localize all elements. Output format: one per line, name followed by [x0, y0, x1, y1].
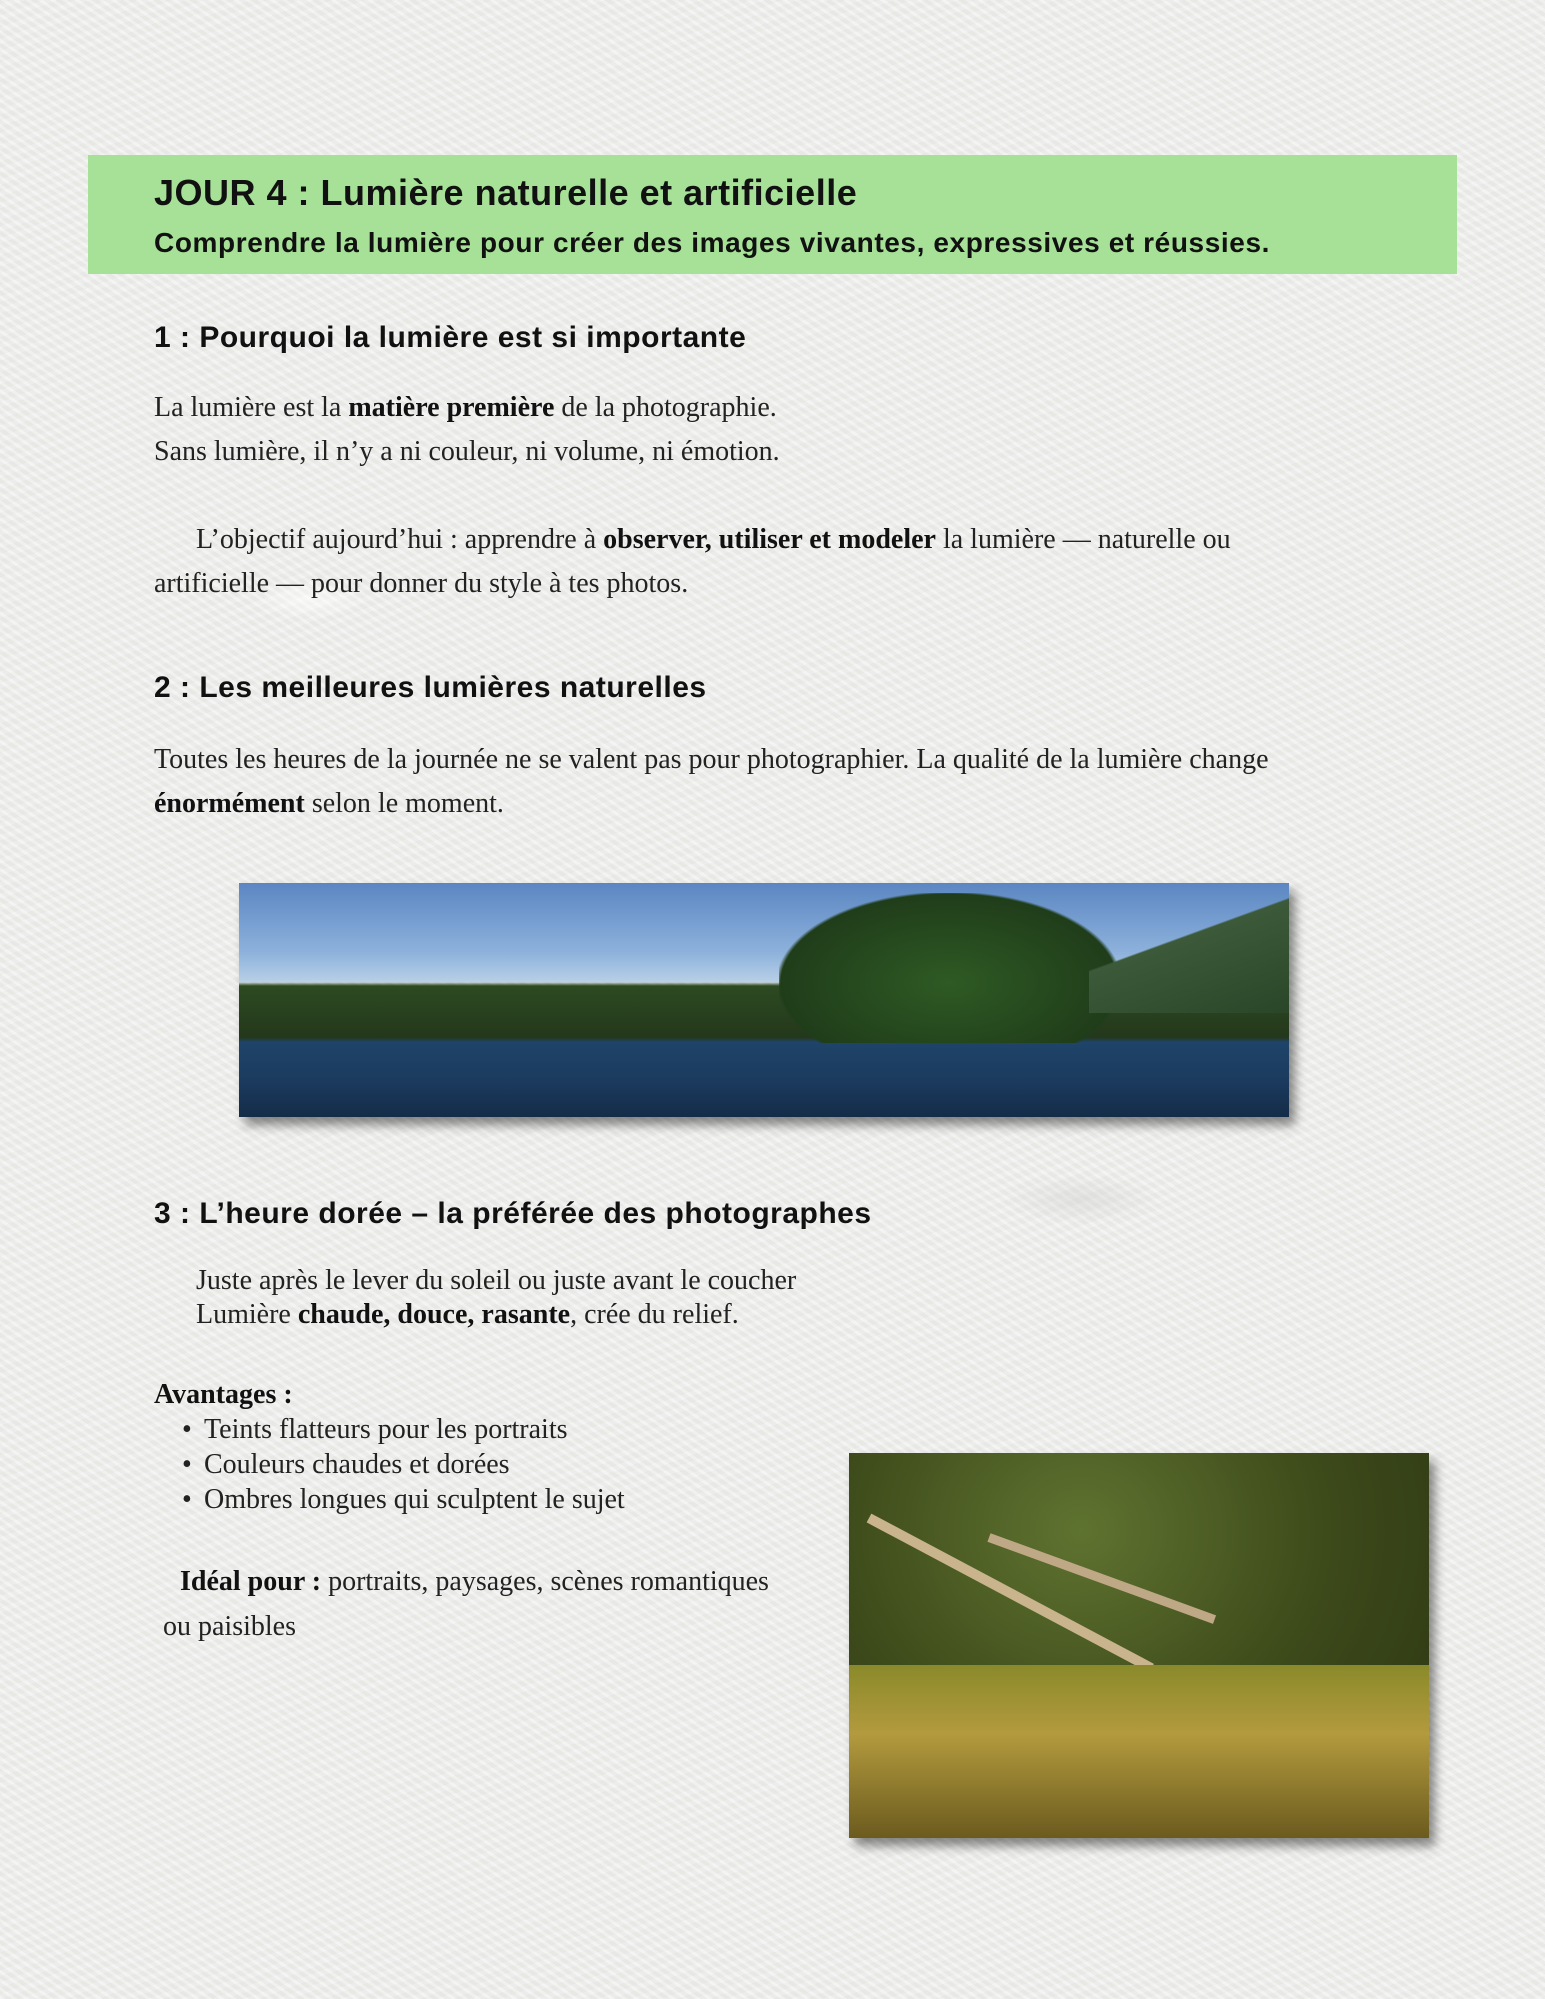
text: L’objectif aujourd’hui : apprendre à	[196, 524, 604, 555]
bold-text: matière première	[348, 392, 555, 423]
section-1-paragraph-1	[154, 392, 777, 424]
mountain	[1089, 893, 1289, 1013]
grass	[849, 1665, 1429, 1838]
advantages-list	[154, 1414, 625, 1519]
golden-hour-line-2	[196, 1299, 739, 1331]
text: de la photographie.	[554, 392, 777, 423]
section-3-heading: 3 : L’heure dorée – la préférée des photographes	[154, 1197, 872, 1230]
island	[779, 893, 1119, 1043]
list-item: • Couleurs chaudes et dorées	[154, 1449, 625, 1484]
advantages-label	[154, 1379, 293, 1411]
text: Lumière	[196, 1299, 298, 1330]
text: selon le moment.	[304, 788, 504, 819]
bold-text: Idéal pour :	[180, 1566, 322, 1597]
bold-text: chaude, douce, rasante	[297, 1299, 571, 1330]
section-2-paragraph-line-1: Toutes les heures de la journée ne se valent pas pour photographier. La qualité de la lumière change	[154, 744, 1269, 775]
text: , crée du relief.	[570, 1299, 739, 1330]
section-2-paragraph-line-2	[154, 788, 504, 820]
ducks-golden-hour-photo	[849, 1453, 1429, 1838]
objective-line-2: artificielle — pour donner du style à tes photos.	[154, 568, 689, 599]
ideal-line-1	[180, 1566, 769, 1598]
driftwood	[987, 1533, 1216, 1624]
text: La lumière est la	[154, 392, 349, 423]
page-subtitle: Comprendre la lumière pour créer des images vivantes, expressives et réussies.	[154, 227, 1270, 258]
list-item: • Teints flatteurs pour les portraits	[154, 1414, 625, 1449]
text: portraits, paysages, scènes romantiques	[321, 1566, 769, 1597]
panorama-lake-photo	[239, 883, 1289, 1117]
bold-text: énormément	[154, 788, 305, 819]
ideal-line-2: ou paisibles	[163, 1611, 296, 1642]
list-item: • Ombres longues qui sculptent le sujet	[154, 1484, 625, 1519]
section-2-heading: 2 : Les meilleures lumières naturelles	[154, 671, 707, 704]
objective-line-1	[196, 524, 1231, 556]
page-title: JOUR 4 : Lumière naturelle et artificielle	[154, 172, 858, 213]
bold-text: observer, utiliser et modeler	[603, 524, 936, 555]
text: la lumière — naturelle ou	[935, 524, 1231, 555]
section-1-heading: 1 : Pourquoi la lumière est si importante	[154, 321, 747, 354]
section-1-paragraph-2: Sans lumière, il n’y a ni couleur, ni volume, ni émotion.	[154, 436, 780, 467]
golden-hour-line-1: Juste après le lever du soleil ou juste avant le coucher	[196, 1265, 797, 1296]
bold-text: Avantages :	[154, 1379, 293, 1410]
driftwood	[867, 1514, 1154, 1673]
